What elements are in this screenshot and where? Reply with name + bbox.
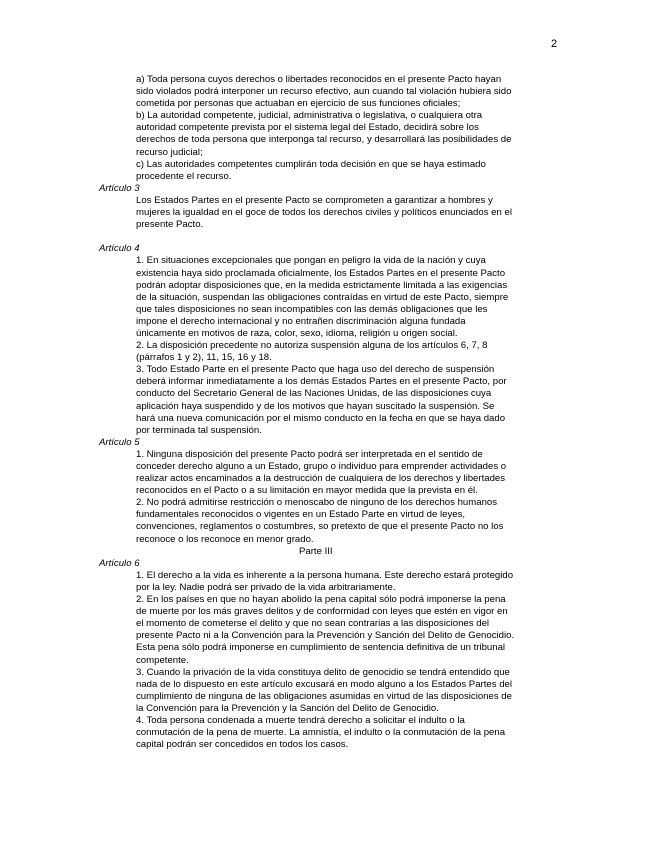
text-line: de muerte por los más graves delitos y de conformidad con leyes que estén en vigor en bbox=[136, 606, 508, 618]
text-line: realizar actos encaminados a la destrucción de cualquiera de los derechos y libertades bbox=[136, 473, 506, 485]
text-line: de la situación, suspendan las obligaciones contraídas en virtud de este Pacto, siempre bbox=[136, 291, 509, 303]
text-line: 2. En los países en que no hayan abolido la pena capital sólo podrá imponerse la pena bbox=[136, 594, 506, 606]
text-line: conmutación de la pena de muerte. La amnistía, el indulto o la conmutación de la pena bbox=[136, 727, 506, 739]
text-line: convenciones, reglamentos o costumbres, so pretexto de que el presente Pacto no los bbox=[136, 521, 504, 533]
blank-line bbox=[0, 231, 655, 243]
document-body bbox=[0, 74, 655, 751]
text-line: autoridad competente prevista por el sistema legal del Estado, decidirá sobre los bbox=[136, 122, 479, 134]
text-line: b) La autoridad competente, judicial, administrativa o legislativa, o cualquiera otra bbox=[136, 110, 483, 122]
text-line: nada de lo dispuesto en este artículo excusará en modo alguno a los Estados Partes del bbox=[136, 678, 512, 690]
text-line: 1. Ninguna disposición del presente Pacto podrá ser interpretada en el sentido de bbox=[136, 448, 483, 460]
text-line: sido violados podrá interponer un recurso efectivo, aun cuando tal violación hubiera sido bbox=[136, 86, 512, 98]
text-line: reconoce o los reconoce en menor grado. bbox=[136, 533, 314, 545]
text-line: 2. No podrá admitirse restricción o menoscabo de ninguno de los derechos humanos bbox=[136, 497, 498, 509]
article-heading: Artículo 5 bbox=[99, 436, 140, 448]
text-line: 1. El derecho a la vida es inherente a la persona humana. Este derecho estará protegido bbox=[136, 569, 514, 581]
text-line: el momento de cometerse el delito y que no sean contrarias a las disposiciones del bbox=[136, 618, 490, 630]
text-line: conducto del Secretario General de las Naciones Unidas, de las disposiciones cuya bbox=[136, 388, 492, 400]
text-line: capital podrán ser concedidos en todos los casos. bbox=[136, 739, 349, 751]
text-line: 4. Toda persona condenada a muerte tendrá derecho a solicitar el indulto o la bbox=[136, 714, 465, 726]
text-line: a) Toda persona cuyos derechos o libertades reconocidos en el presente Pacto hayan bbox=[136, 74, 502, 85]
text-line: impone el derecho internacional y no entrañen discriminación alguna fundada bbox=[136, 315, 466, 327]
text-line: la Convención para la Prevención y la Sanción del Delito de Genocidio. bbox=[136, 702, 439, 714]
article-heading: Artículo 6 bbox=[99, 557, 140, 569]
text-line: 3. Cuando la privación de la vida constituya delito de genocidio se tendrá entendido que bbox=[136, 666, 510, 678]
text-line: cumplimiento de ninguna de las obligaciones asumidas en virtud de las disposiciones de bbox=[136, 690, 512, 702]
text-line: únicamente en motivos de raza, color, sexo, idioma, religión u origen social. bbox=[136, 327, 458, 339]
text-line: Esta pena sólo podrá imponerse en cumplimiento de sentencia definitiva de un tribunal bbox=[136, 642, 506, 654]
text-line: aplicación haya suspendido y de los motivos que hayan suscitado la suspensión. Se bbox=[136, 400, 495, 412]
text-line: fundamentales reconocidos o vigentes en un Estado Parte en virtud de leyes, bbox=[136, 509, 466, 521]
text-line: reconocidos en el Pacto o a su limitación en mayor medida que la prevista en él. bbox=[136, 485, 478, 497]
article-heading: Artículo 3 bbox=[99, 182, 140, 194]
text-line: presente Pacto ni a la Convención para la Prevención y Sanción del Delito de Genocidio. bbox=[136, 630, 515, 642]
text-line: por la ley. Nadie podrá ser privado de la vida arbitrariamente. bbox=[136, 581, 396, 593]
text-line: competente. bbox=[136, 654, 189, 666]
text-line: 2. La disposición precedente no autoriza suspensión alguna de los artículos 6, 7, 8 bbox=[136, 340, 488, 352]
part-heading: Parte III bbox=[299, 545, 333, 557]
text-line: presente Pacto. bbox=[136, 219, 204, 231]
text-line: derechos de toda persona que interponga tal recurso, y desarrollará las posibilidades de bbox=[136, 134, 512, 146]
text-line: (párrafos 1 y 2), 11, 15, 16 y 18. bbox=[136, 352, 272, 364]
text-line: existencia haya sido proclamada oficialmente, los Estados Partes en el presente Pacto bbox=[136, 267, 506, 279]
text-line: podrán adoptar disposiciones que, en la medida estrictamente limitada a las exigencias bbox=[136, 279, 508, 291]
text-line: 1. En situaciones excepcionales que pongan en peligro la vida de la nación y cuya bbox=[136, 255, 486, 267]
text-line: recurso judicial; bbox=[136, 146, 203, 158]
text-line: deberá informar inmediatamente a los demás Estados Partes en el presente Pacto, por bbox=[136, 376, 507, 388]
text-line: conceder derecho alguno a un Estado, grupo o individuo para emprender actividades o bbox=[136, 461, 507, 472]
text-line: Los Estados Partes en el presente Pacto se comprometen a garantizar a hombres y bbox=[136, 194, 493, 206]
text-line: por terminada tal suspensión. bbox=[136, 424, 262, 436]
text-line: c) Las autoridades competentes cumplirán toda decisión en que se haya estimado bbox=[136, 158, 486, 170]
article-heading: Artículo 4 bbox=[99, 243, 140, 255]
text-line: mujeres la igualdad en el goce de todos los derechos civiles y políticos enunciados en el bbox=[136, 207, 512, 219]
text-line: 3. Todo Estado Parte en el presente Pacto que haga uso del derecho de suspensión bbox=[136, 364, 495, 376]
text-line: cometida por personas que actuaban en ejercicio de sus funciones oficiales; bbox=[136, 98, 461, 110]
text-line: procedente el recurso. bbox=[136, 170, 232, 182]
page-number: 2 bbox=[551, 38, 558, 50]
text-line: hará una nueva comunicación por el mismo conducto en la fecha en que se haya dado bbox=[136, 412, 506, 424]
text-line: que tales disposiciones no sean incompatibles con las demás obligaciones que les bbox=[136, 303, 488, 315]
